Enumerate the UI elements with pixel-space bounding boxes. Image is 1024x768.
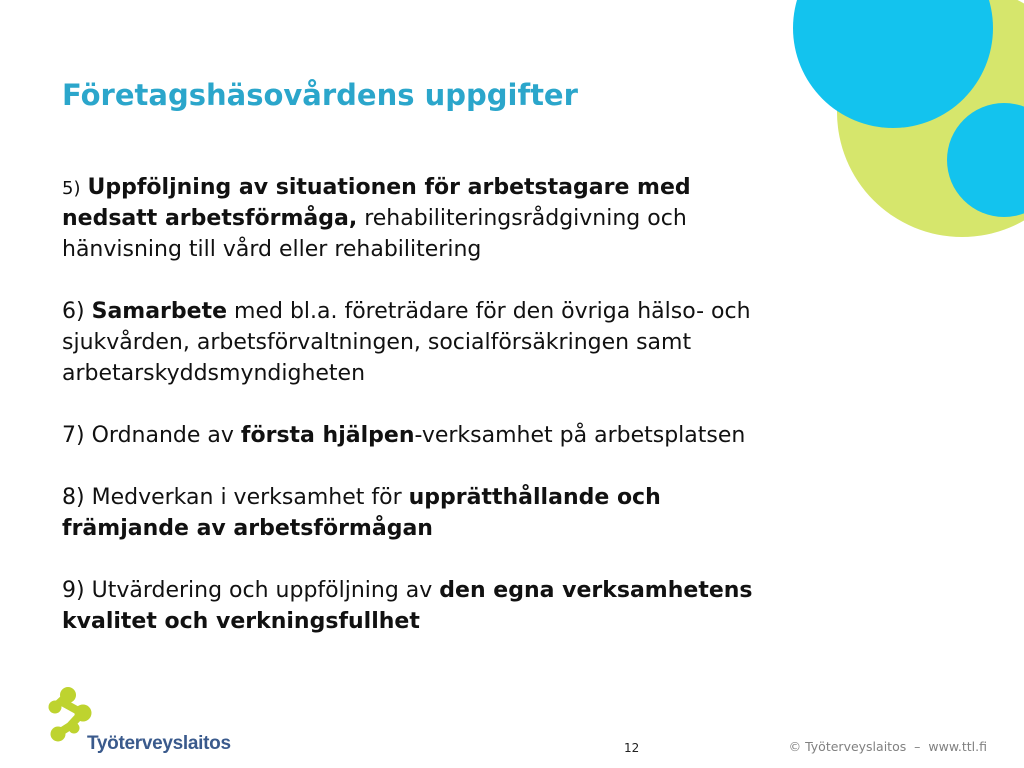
item-number: 5)	[62, 178, 81, 199]
task-item-5	[62, 172, 962, 265]
item-text: med bl.a. företrädare för den övriga hälso- och	[234, 299, 751, 324]
item-text: Medverkan i verksamhet för	[91, 485, 402, 510]
emphasis-text: första hjälpen	[240, 423, 415, 448]
page-number: 12	[624, 741, 640, 755]
item-line	[62, 327, 962, 358]
item-line	[62, 513, 962, 544]
task-list	[62, 172, 962, 668]
task-item-7	[62, 420, 962, 451]
item-line	[62, 234, 962, 265]
item-line	[62, 606, 962, 637]
emphasis-text: nedsatt arbetsförmåga,	[62, 206, 358, 231]
item-line	[62, 575, 962, 606]
item-number: 9)	[62, 578, 85, 603]
task-item-6	[62, 296, 962, 389]
item-line	[62, 172, 962, 203]
item-line	[62, 358, 962, 389]
item-text: rehabiliteringsrådgivning och	[364, 206, 687, 231]
emphasis-text: Samarbete	[91, 299, 228, 324]
item-text: -verksamhet på arbetsplatsen	[414, 423, 746, 448]
item-number: 7)	[62, 423, 85, 448]
item-number: 8)	[62, 485, 85, 510]
logo-wordmark: Työterveyslaitos	[87, 733, 231, 754]
emphasis-text: Uppföljning av situationen för arbetstagare med	[87, 175, 691, 200]
item-text: sjukvården, arbetsförvaltningen, socialförsäkringen samt	[62, 330, 692, 355]
item-text: arbetarskyddsmyndigheten	[62, 361, 366, 386]
emphasis-text: främjande av arbetsförmågan	[62, 516, 433, 541]
item-line	[62, 482, 962, 513]
item-number: 6)	[62, 299, 85, 324]
item-text: Utvärdering och uppföljning av	[91, 578, 433, 603]
item-text: Ordnande av	[91, 423, 234, 448]
slide-title: Företagshäsovårdens uppgifter	[62, 78, 578, 112]
emphasis-text: den egna verksamhetens	[439, 578, 753, 603]
item-text: hänvisning till vård eller rehabilitering	[62, 237, 482, 262]
item-line	[62, 203, 962, 234]
emphasis-text: upprätthållande och	[408, 485, 661, 510]
footer-copyright: © Työterveyslaitos – www.ttl.fi	[788, 739, 987, 754]
item-line	[62, 296, 962, 327]
item-line	[62, 420, 962, 451]
task-item-9	[62, 575, 962, 637]
emphasis-text: kvalitet och verkningsfullhet	[62, 609, 420, 634]
task-item-8	[62, 482, 962, 544]
organization-logo	[46, 686, 246, 762]
